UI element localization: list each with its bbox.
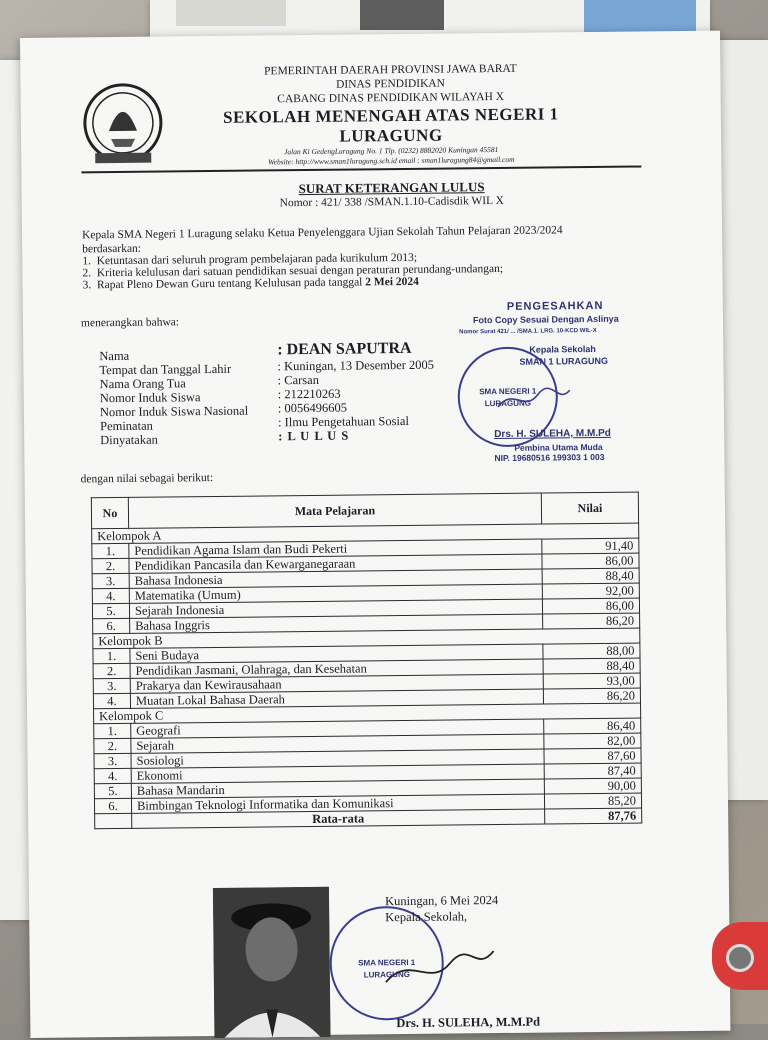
row-score: 86,40	[544, 718, 641, 734]
intro-item-number: 3.	[82, 279, 92, 292]
document-title: SURAT KETERANGAN LULUS	[298, 179, 485, 197]
label-nis: Nomor Induk Siswa	[99, 390, 201, 406]
label-orang-tua: Nama Orang Tua	[99, 376, 186, 392]
row-score: 85,20	[544, 793, 641, 809]
stamp-town: LURAGUNG	[484, 398, 532, 409]
row-subject: Seni Budaya	[130, 644, 543, 663]
closing-name: Drs. H. SULEHA, M.M.Pd	[396, 1014, 541, 1031]
row-subject: Geografi	[131, 719, 544, 738]
grades-body	[92, 523, 642, 829]
row-number: 6.	[93, 618, 130, 633]
student-nis: : 212210263	[277, 386, 341, 402]
row-score: 90,00	[544, 778, 641, 794]
legal-line-1: Foto Copy Sesuai Dengan Aslinya	[472, 313, 619, 326]
row-score: 91,40	[542, 538, 639, 554]
row-subject: Sosiologi	[131, 749, 544, 768]
row-number: 4.	[93, 693, 130, 708]
row-number: 5.	[94, 783, 131, 798]
legal-kepala: Kepala Sekolah	[529, 343, 596, 355]
school-address: Jalan Ki GedengLuragung No. 1 Tlp. (0232) 8882020 Kuningan 45581	[283, 144, 499, 157]
group-name: Kelompok C	[94, 703, 641, 724]
row-score: 82,00	[544, 733, 641, 749]
student-orang-tua: : Carsan	[277, 372, 319, 388]
intro-item-text: Rapat Pleno Dewan Guru tentang Kelulusan pada tanggal	[96, 276, 366, 292]
student-name: : DEAN SAPUTRA	[277, 339, 412, 359]
row-score: 88,40	[543, 658, 640, 674]
student-nisn: : 0056496605	[277, 400, 348, 416]
row-subject: Matematika (Umum)	[129, 584, 542, 603]
header-line-3: CABANG DINAS PENDIDIKAN WILAYAH X	[277, 90, 505, 106]
intro-item-3	[83, 276, 419, 292]
legal-title: PENGESAHKAN	[506, 299, 604, 313]
row-score: 86,00	[542, 553, 639, 569]
row-subject: Prakarya dan Kewirausahaan	[130, 674, 543, 693]
row-number: 2.	[92, 558, 129, 573]
closing-kepala: Kepala Sekolah,	[385, 909, 468, 925]
intro-berdasarkan: berdasarkan:	[82, 242, 142, 256]
legal-rank: Pembina Utama Muda	[514, 441, 603, 453]
row-score: 86,20	[543, 688, 640, 704]
row-subject: Bahasa Indonesia	[129, 569, 542, 588]
row-number: 1.	[94, 723, 131, 738]
student-photo	[213, 887, 331, 1038]
row-score: 86,20	[543, 613, 640, 629]
closing-stamp-town: LURAGUNG	[363, 969, 410, 980]
row-score: 86,00	[542, 598, 639, 614]
intro-item-text: Ketuntasan dari seluruh program pembelajaran pada kurikulum 2013;	[96, 251, 418, 268]
row-number: 4.	[94, 768, 131, 783]
row-subject: Ekonomi	[131, 764, 544, 783]
label-dinyatakan: Dinyatakan	[100, 432, 158, 448]
student-portrait-icon	[213, 887, 331, 1038]
closing-place-date: Kuningan, 6 Mei 2024	[384, 893, 499, 909]
header-divider	[81, 166, 641, 174]
school-name-town: LURAGUNG	[339, 125, 443, 146]
provincial-logo-icon	[80, 82, 165, 169]
group-name: Kelompok A	[92, 523, 639, 544]
average-label: Rata-rata	[132, 809, 545, 828]
certificate-sheet	[20, 31, 730, 1038]
clip-hole-icon	[726, 944, 754, 972]
row-subject: Bahasa Mandarin	[131, 779, 544, 798]
row-number: 4.	[92, 588, 129, 603]
document-number: Nomor : 421/ 338 /SMAN.1.10-Cadisdik WIL X	[279, 194, 504, 210]
row-subject: Sejarah Indonesia	[129, 599, 542, 618]
row-subject: Pendidikan Jasmani, Olahraga, dan Kesehatan	[130, 659, 543, 678]
legal-signature-icon	[494, 384, 574, 415]
row-number: 5.	[92, 603, 129, 618]
stamp-school: SMA NEGERI 1	[479, 386, 537, 397]
header-no: No	[91, 497, 128, 528]
row-subject: Muatan Lokal Bahasa Daerah	[130, 689, 543, 708]
row-number: 1.	[92, 543, 129, 558]
header-line-2: DINAS PENDIDIKAN	[335, 77, 446, 91]
label-nisn: Nomor Induk Siswa Nasional	[99, 403, 249, 420]
row-score: 88,00	[543, 643, 640, 659]
average-empty	[95, 813, 132, 828]
intro-item-number: 1.	[82, 255, 92, 268]
binder-clip	[712, 922, 768, 990]
student-ttl: : Kuningan, 13 Desember 2005	[277, 357, 435, 374]
student-peminatan: : Ilmu Pengetahuan Sosial	[277, 413, 409, 430]
label-ttl: Tempat dan Tanggal Lahir	[99, 361, 232, 378]
menerangkan-text: menerangkan bahwa:	[80, 316, 180, 330]
row-score: 88,40	[542, 568, 639, 584]
group-name: Kelompok B	[93, 628, 640, 649]
row-subject: Pendidikan Pancasila dan Kewarganegaraan	[129, 554, 542, 573]
student-labels	[99, 348, 248, 448]
header-nilai: Nilai	[541, 492, 638, 524]
row-number: 2.	[93, 663, 130, 678]
header-mapel: Mata Pelajaran	[128, 493, 541, 528]
legal-name: Drs. H. SULEHA, M.M.Pd	[494, 427, 611, 441]
row-number: 2.	[94, 738, 131, 753]
intro-text: Kepala SMA Negeri 1 Luragung selaku Ketua Penyelenggara Ujian Sekolah Tahun Pelajaran 2023/2024	[82, 224, 563, 242]
legal-nip: NIP. 19680516 199303 1 003	[494, 451, 605, 464]
row-score: 92,00	[542, 583, 639, 599]
row-number: 1.	[93, 648, 130, 663]
legal-school: SMAN 1 LURAGUNG	[519, 355, 608, 367]
intro-item-number: 2.	[82, 267, 92, 280]
row-score: 87,40	[544, 763, 641, 779]
label-peminatan: Peminatan	[99, 418, 153, 434]
back-photo-1	[176, 0, 286, 26]
grades-table	[91, 492, 642, 830]
row-score: 93,00	[543, 673, 640, 689]
back-photo-2	[360, 0, 444, 30]
student-status: : L U L U S	[278, 428, 350, 444]
row-number: 3.	[94, 753, 131, 768]
closing-signature-icon	[380, 943, 501, 994]
row-subject: Pendidikan Agama Islam dan Budi Pekerti	[129, 539, 542, 558]
label-nama: Nama	[99, 348, 130, 364]
school-name: SEKOLAH MENENGAH ATAS NEGERI 1	[222, 104, 559, 127]
row-number: 6.	[94, 798, 131, 813]
average-value: 87,76	[545, 808, 642, 824]
row-subject: Bahasa Inggris	[130, 614, 543, 633]
intro-item-date: 2 Mei 2024	[365, 275, 419, 289]
school-website: Website: http://www.sman1luragung.sch.id email : sman1luragung84@gmail.com	[268, 154, 515, 167]
student-values	[277, 340, 435, 444]
nilai-intro: dengan nilai sebagai berikut:	[80, 472, 214, 486]
row-number: 3.	[93, 678, 130, 693]
row-subject: Sejarah	[131, 734, 544, 753]
header-line-1: PEMERINTAH DAERAH PROVINSI JAWA BARAT	[264, 62, 517, 78]
row-score: 87,60	[544, 748, 641, 764]
intro-item-text: Kriteria kelulusan dari satuan pendidikan sesuai dengan peraturan perundang-undangan;	[96, 262, 504, 280]
row-number: 3.	[92, 573, 129, 588]
row-subject: Bimbingan Teknologi Informatika dan Komunikasi	[131, 794, 544, 813]
closing-stamp-school: SMA NEGERI 1	[358, 957, 416, 968]
legal-line-2: Nomor Surat 421/ ... /SMA.1. LRG. 10-KCD WIL-X	[459, 327, 597, 336]
